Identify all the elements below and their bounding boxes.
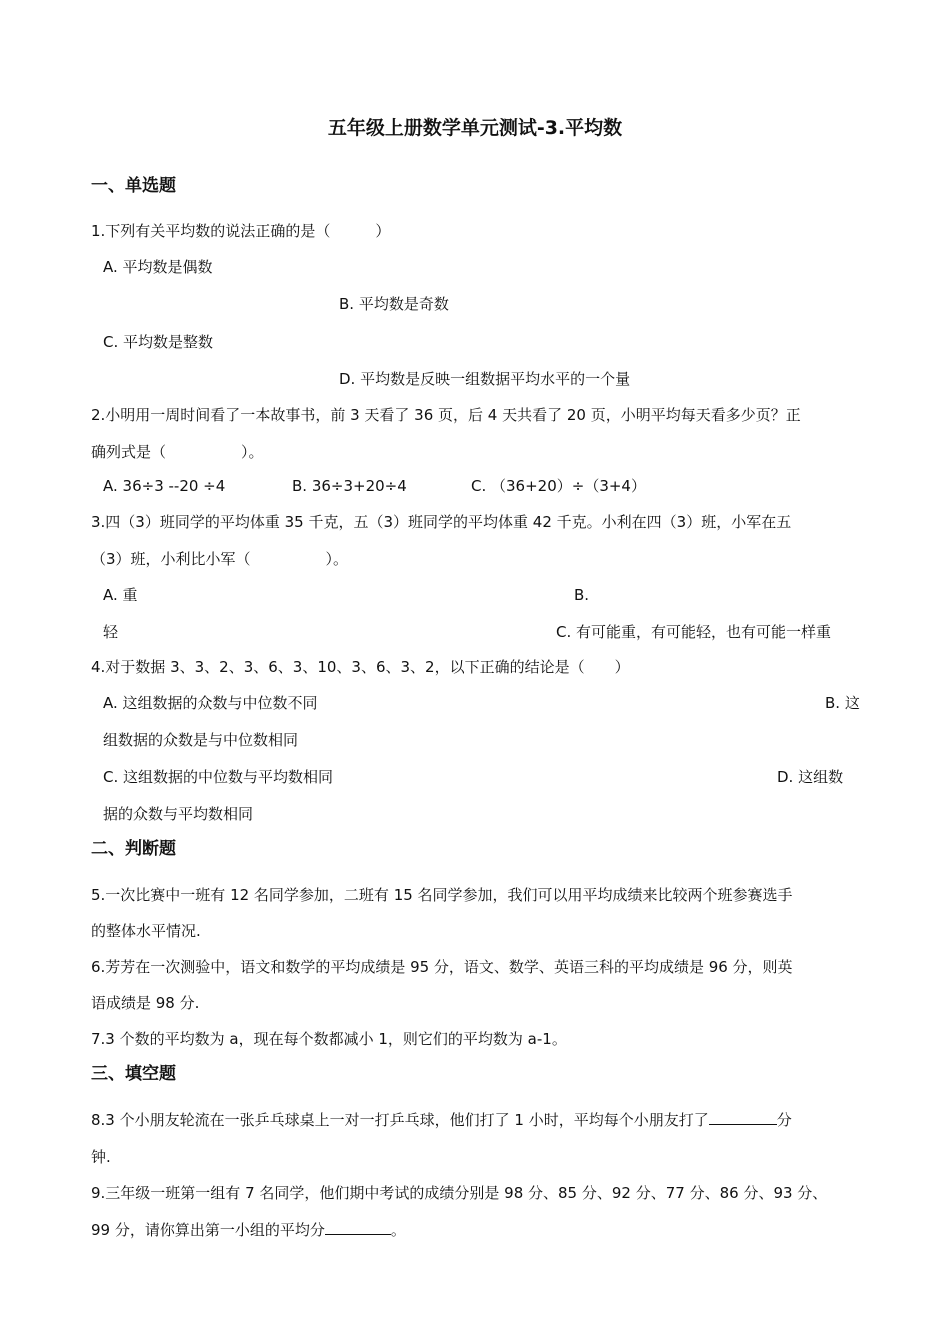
question-2-option-b[interactable]: B. 36÷3+20÷4 [292, 477, 407, 495]
section-heading-single-choice: 一、单选题 [91, 176, 176, 196]
question-8-text: 8.3 个小朋友轮流在一张乒乓球桌上一对一打乒乓球，他们打了 1 小时，平均每个小朋友打了 [91, 1111, 709, 1129]
question-7-line-1: 7.3 个数的平均数为 a，现在每个数都减小 1，则它们的平均数为 a-1。 [91, 1030, 567, 1048]
question-9-line-1: 9.三年级一班第一组有 7 名同学，他们期中考试的成绩分别是 98 分、85 分、92 分、77 分、86 分、93 分、 [91, 1184, 828, 1202]
section-heading-fill-in: 三、填空题 [91, 1064, 176, 1084]
question-3-option-b-continued[interactable]: 轻 [103, 623, 119, 641]
question-4-option-b[interactable]: B. 这 [825, 694, 860, 712]
question-4-option-d-continued[interactable]: 据的众数与平均数相同 [103, 805, 254, 823]
question-2-line-1: 2.小明用一周时间看了一本故事书，前 3 天看了 36 页，后 4 天共看了 20 页，小明平均每天看多少页？正 [91, 406, 801, 424]
question-2-option-a[interactable]: A. 36÷3 --20 ÷4 [103, 477, 226, 495]
question-9-line-2 [91, 1220, 406, 1240]
question-8-text-end: 分 [776, 1111, 792, 1129]
question-3-line-1: 3.四（3）班同学的平均体重 35 千克，五（3）班同学的平均体重 42 千克。小利在四（3）班，小军在五 [91, 513, 792, 531]
question-2-option-c[interactable]: C. （36+20）÷（3+4） [471, 477, 646, 495]
question-4-option-c[interactable]: C. 这组数据的中位数与平均数相同 [103, 768, 334, 786]
question-1-option-a[interactable]: A. 平均数是偶数 [103, 258, 213, 276]
question-8-line-2: 钟. [91, 1148, 111, 1166]
question-4-option-b-continued[interactable]: 组数据的众数是与中位数相同 [103, 731, 299, 749]
question-4-option-a[interactable]: A. 这组数据的众数与中位数不同 [103, 694, 318, 712]
question-2-line-2: 确列式是（ ）。 [91, 443, 264, 461]
question-1-option-b[interactable]: B. 平均数是奇数 [339, 295, 449, 313]
question-5-line-1: 5.一次比赛中一班有 12 名同学参加，二班有 15 名同学参加，我们可以用平均成绩来比较两个班参赛选手 [91, 886, 793, 904]
question-1-stem: 1.下列有关平均数的说法正确的是（ ） [91, 222, 391, 240]
question-8-answer-blank[interactable] [709, 1110, 777, 1125]
section-heading-true-false: 二、判断题 [91, 839, 176, 859]
question-8-line-1 [91, 1110, 792, 1130]
question-3-option-c[interactable]: C. 有可能重，有可能轻，也有可能一样重 [556, 623, 832, 641]
question-5-line-2: 的整体水平情况. [91, 922, 201, 940]
page-title: 五年级上册数学单元测试-3.平均数 [327, 117, 623, 139]
question-4-option-d[interactable]: D. 这组数 [777, 768, 844, 786]
question-3-line-2: （3）班，小利比小军（ ）。 [91, 550, 349, 568]
question-1-option-d[interactable]: D. 平均数是反映一组数据平均水平的一个量 [339, 370, 631, 388]
question-3-option-b[interactable]: B. [574, 586, 590, 604]
question-4-stem: 4.对于数据 3、3、2、3、6、3、10、3、6、3、2，以下正确的结论是（ ） [91, 658, 630, 676]
question-9-text-end: 。 [390, 1221, 406, 1239]
question-9-answer-blank[interactable] [325, 1220, 391, 1235]
question-6-line-2: 语成绩是 98 分. [91, 994, 200, 1012]
question-3-option-a[interactable]: A. 重 [103, 586, 138, 604]
question-1-option-c[interactable]: C. 平均数是整数 [103, 333, 214, 351]
question-9-text: 99 分，请你算出第一小组的平均分 [91, 1221, 325, 1239]
question-6-line-1: 6.芳芳在一次测验中，语文和数学的平均成绩是 95 分，语文、数学、英语三科的平均成绩是 96 分，则英 [91, 958, 793, 976]
